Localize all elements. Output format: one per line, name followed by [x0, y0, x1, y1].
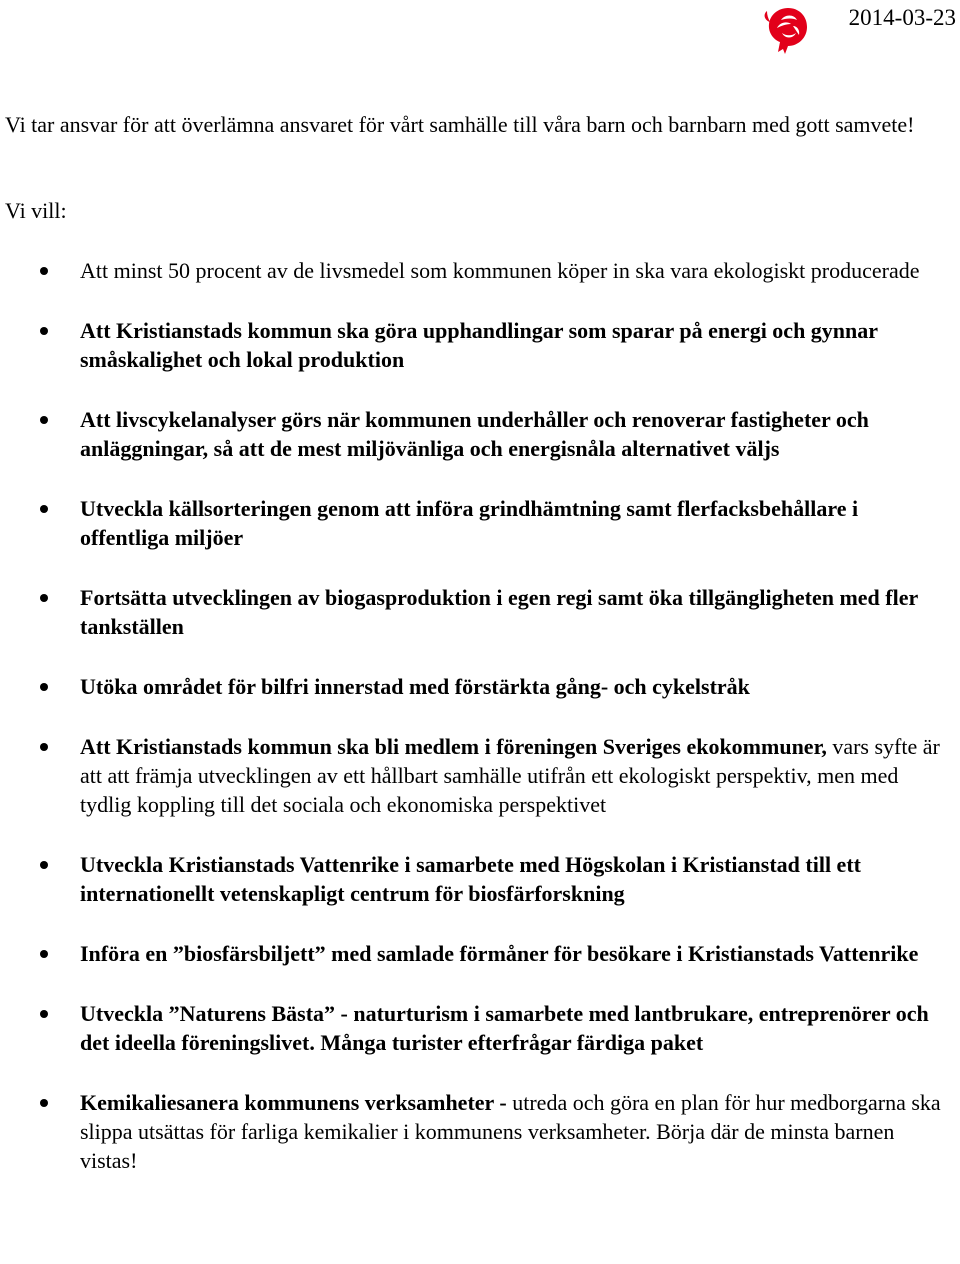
item-normal-text: vars syfte är att att främja utvecklingen av ett hållbart samhälle utifrån ett ekologiskt perspektiv, men med tydlig koppling till det sociala och ekonomiska perspektivet — [80, 734, 940, 817]
bullet-icon — [40, 594, 48, 602]
item-bold-text: Kemikaliesanera kommunens verksamheter - — [80, 1090, 507, 1115]
goals-list — [0, 256, 960, 1206]
list-item — [0, 1088, 960, 1175]
bullet-icon — [40, 683, 48, 691]
bullet-icon — [40, 1010, 48, 1018]
item-bold-text: Utveckla källsorteringen genom att införa grindhämtning samt flerfacksbehållare i offentliga miljöer — [80, 496, 859, 550]
list-item — [0, 405, 960, 463]
item-bold-text: Införa en ”biosfärsbiljett” med samlade förmåner för besökare i Kristianstads Vattenrike — [80, 941, 919, 966]
bullet-icon — [40, 505, 48, 513]
page-header — [0, 0, 960, 60]
bullet-icon — [40, 1099, 48, 1107]
item-bold-text: Utveckla Kristianstads Vattenrike i samarbete med Högskolan i Kristianstad till ett internationellt vetenskapligt centrum för biosfärforskning — [80, 852, 861, 906]
list-item — [0, 999, 960, 1057]
bullet-icon — [40, 861, 48, 869]
lead-text: Vi vill: — [5, 198, 67, 223]
list-item — [0, 256, 960, 285]
item-normal-text: Att minst 50 procent av de livsmedel som kommunen köper in ska vara ekologiskt producerade — [80, 258, 920, 283]
item-normal-text: utreda och göra en plan för hur medborgarna ska slippa utsättas för farliga kemikalier i kommunens verksamheter. Börja där de minsta barnen vistas! — [80, 1090, 941, 1173]
bullet-icon — [40, 327, 48, 335]
list-item — [0, 316, 960, 374]
list-item — [0, 583, 960, 641]
item-bold-text: Utöka området för bilfri innerstad med förstärkta gång- och cykelstråk — [80, 674, 750, 699]
list-item — [0, 939, 960, 968]
bullet-icon — [40, 267, 48, 275]
item-bold-text: Att Kristianstads kommun ska göra upphandlingar som sparar på energi och gynnar småskalighet och lokal produktion — [80, 318, 878, 372]
document-date: 2014-03-23 — [848, 5, 956, 30]
item-bold-text: Fortsätta utvecklingen av biogasproduktion i egen regi samt öka tillgängligheten med fler tankställen — [80, 585, 918, 639]
item-bold-text: Att Kristianstads kommun ska bli medlem i föreningen Sveriges ekokommuner, — [80, 734, 827, 759]
item-bold-text: Att livscykelanalyser görs när kommunen underhåller och renoverar fastigheter och anläggningar, så att de mest miljövänliga och energisnåla alternativet väljs — [80, 407, 869, 461]
list-item — [0, 850, 960, 908]
list-item — [0, 672, 960, 701]
intro-paragraph: Vi tar ansvar för att överlämna ansvaret för vårt samhälle till våra barn och barnbarn med gott samvete! — [5, 112, 915, 137]
list-item — [0, 732, 960, 819]
list-item — [0, 494, 960, 552]
item-bold-text: Utveckla ”Naturens Bästa” - naturturism i samarbete med lantbrukare, entreprenörer och det ideella föreningslivet. Många turister efterfrågar färdiga paket — [80, 1001, 929, 1055]
bullet-icon — [40, 416, 48, 424]
rose-logo-icon — [760, 2, 816, 58]
bullet-icon — [40, 743, 48, 751]
bullet-icon — [40, 950, 48, 958]
